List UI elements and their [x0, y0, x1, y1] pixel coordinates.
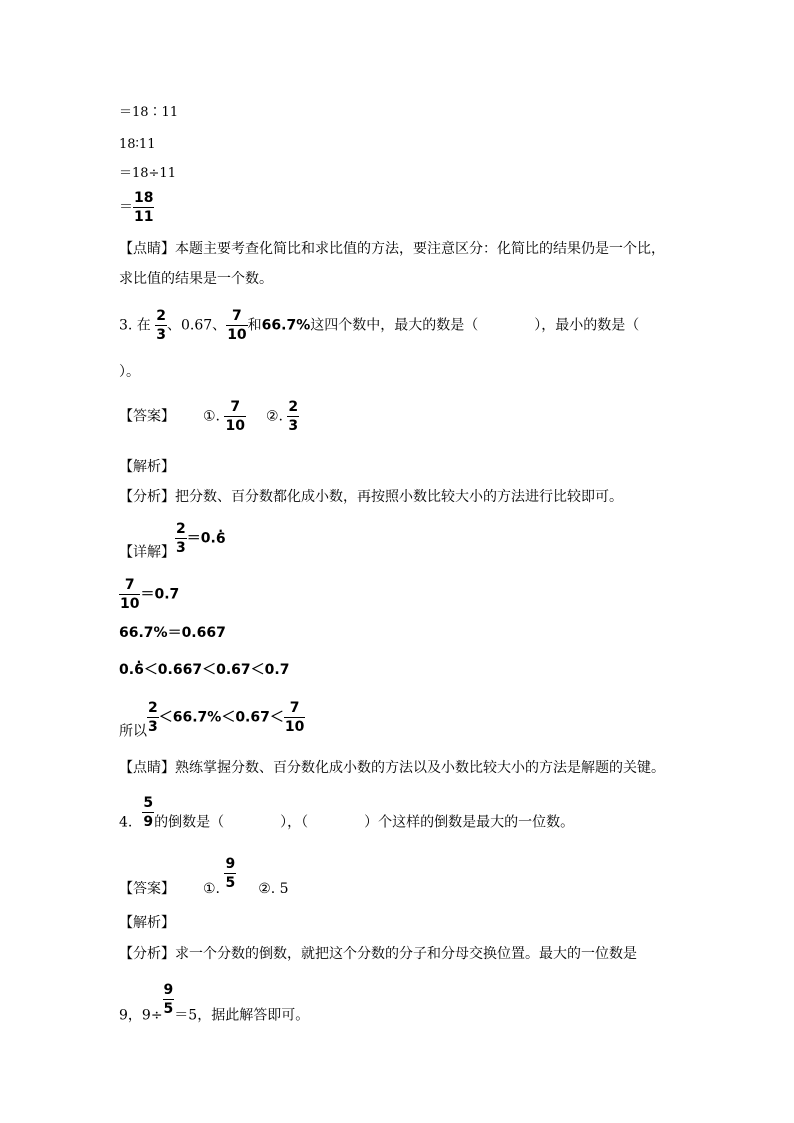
- q4-answer-label: 【答案】: [119, 881, 175, 897]
- detail-rhs-2: ＝0.7: [140, 586, 180, 603]
- q3-prefix: 3. 在: [119, 317, 151, 334]
- q3-detail-4: 0.6 ·＜0.667＜0.67＜0.7: [119, 661, 289, 679]
- question-4: [119, 796, 574, 832]
- q3-and: 和: [247, 317, 262, 334]
- answer-mark-1: ①.: [203, 408, 221, 425]
- q3-detail-3: 66.7%＝0.667: [119, 625, 226, 641]
- answer-fraction-7-10: $\frac{7}{10}$: [225, 399, 245, 434]
- q3-detail-2: [119, 578, 179, 611]
- q4-answer-fraction-9-5: $\frac{9}{5}$: [225, 856, 236, 891]
- detail-fraction-2-3-b: $\frac{2}{3}$: [148, 700, 158, 735]
- point-note-1: 【点睛】本题主要考查化简比和求比值的方法，要注意区分：化简比的结果仍是一个比，: [119, 241, 665, 257]
- q4-analysis-label: 【解析】: [119, 915, 175, 931]
- answer-mark-2: ②.: [265, 408, 283, 425]
- solution-line-1: ＝18∶11: [119, 105, 179, 120]
- so-label: 所以: [119, 723, 147, 740]
- q4-prefix: 4.: [119, 814, 133, 831]
- detail-fraction-7-10-b: $\frac{7}{10}$: [284, 700, 305, 735]
- q3-fraction-7-10: $\frac{7}{10}$: [227, 308, 247, 343]
- q3-tail: 这四个数中，最大的数是（ ），最小的数是（: [310, 317, 640, 334]
- q4-fraction-5-9: $\frac{5}{9}$: [143, 795, 154, 830]
- solution-line-3: ＝18÷11: [119, 166, 176, 181]
- q4-answer-2: ②. 5: [258, 881, 289, 897]
- q3-percent: 66.7%: [261, 317, 311, 334]
- q3-point: 【点睛】熟练掌握分数、百分数化成小数的方法以及小数比较大小的方法是解题的关键。: [119, 760, 665, 776]
- solution-line-2: 18∶11: [119, 137, 156, 152]
- q3-analysis: 【分析】把分数、百分数都化成小数，再按照小数比较大小的方法进行比较即可。: [119, 489, 623, 505]
- q4-answer: [119, 857, 289, 898]
- detail-rhs-1: ＝0.6 ·: [187, 531, 226, 547]
- q3-detail-1: [119, 522, 226, 562]
- detail-label: 【详解】: [119, 544, 175, 561]
- detail-fraction-2-3: $\frac{2}{3}$: [176, 521, 186, 556]
- q3-end: ）。: [119, 364, 140, 380]
- q4-fraction-9-5: $\frac{9}{5}$: [163, 982, 174, 1017]
- detail-fraction-7-10: $\frac{7}{10}$: [120, 577, 140, 612]
- solution-line-4: [119, 191, 154, 224]
- q4-analysis: 【分析】求一个分数的倒数，就把这个分数的分子和分母交换位置。最大的一位数是: [119, 946, 637, 962]
- q4-tail: 的倒数是（ ），（ ）个这样的倒数是最大的一位数。: [154, 814, 575, 831]
- answer-fraction-2-3: $\frac{2}{3}$: [288, 399, 299, 434]
- fraction-18-11: $\frac{18}{11}$: [134, 190, 154, 225]
- detail-inequality: ＜66.7%＜0.67＜: [158, 709, 284, 726]
- q3-fraction-2-3: $\frac{2}{3}$: [156, 308, 167, 343]
- answer-label: 【答案】: [119, 408, 175, 425]
- question-3: [119, 309, 639, 342]
- analysis-label: 【解析】: [119, 459, 175, 475]
- q3-detail-5: [119, 701, 305, 741]
- q3-mid: 、0.67、: [167, 317, 227, 334]
- equals-sign: ＝: [119, 199, 133, 216]
- q4-answer-mark-1: ①.: [203, 881, 221, 897]
- q3-answer: [119, 400, 299, 433]
- q4-last-line: 9，9÷ $\frac{9}{5}$ ＝5，据此解答即可。: [119, 982, 310, 1024]
- point-note-1-cont: 求比值的结果是一个数。: [119, 271, 273, 287]
